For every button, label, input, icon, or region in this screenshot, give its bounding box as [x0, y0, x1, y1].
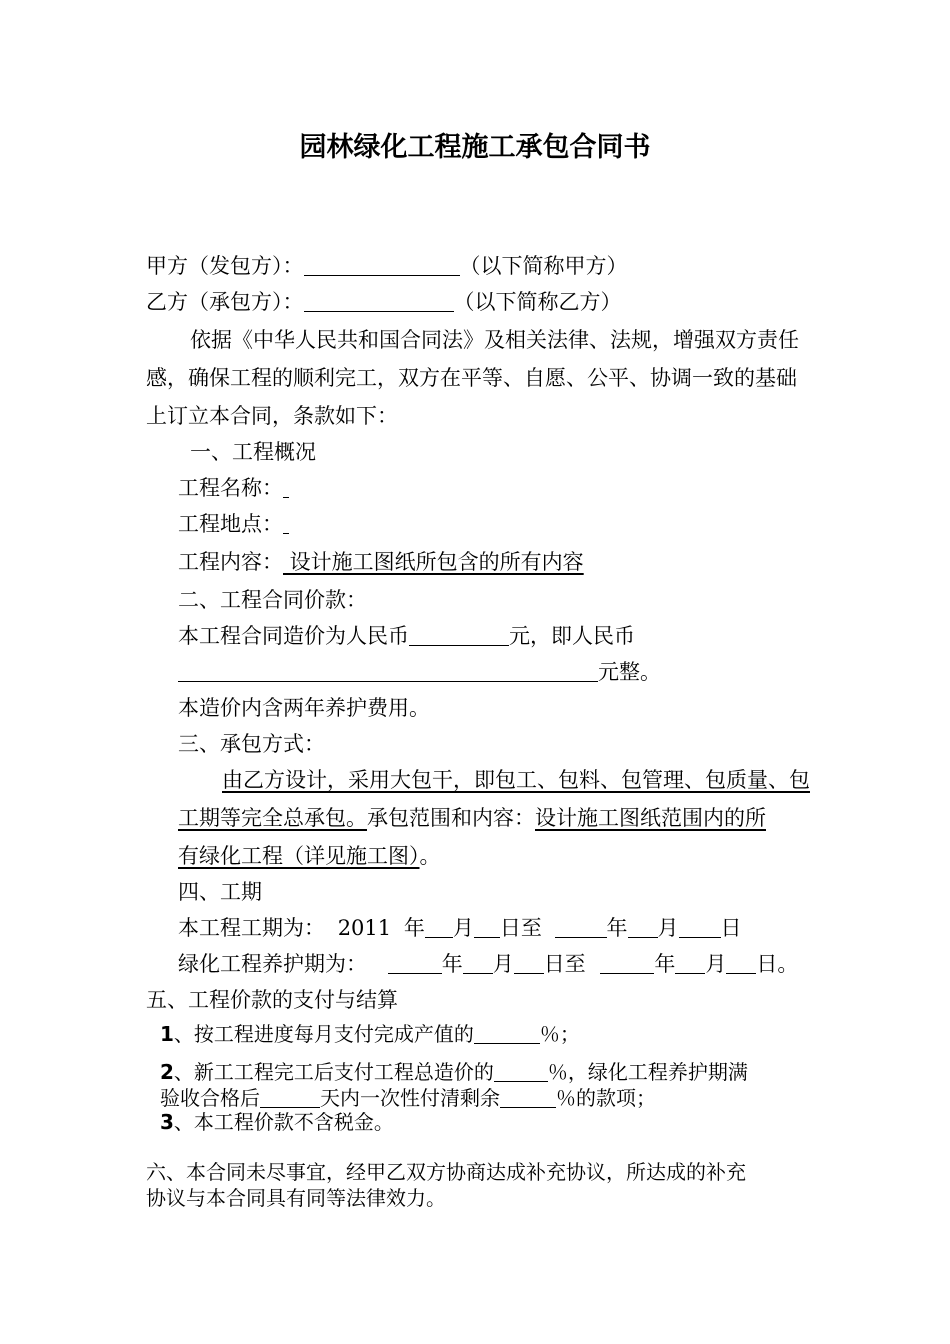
- payment-item-3: [160, 1108, 394, 1136]
- contract-mode-line-1: 由乙方设计，采用大包干，即包工、包料、包管理、包质量、包: [222, 768, 810, 792]
- party-b-label: 乙方（承包方）：: [146, 290, 304, 314]
- day-to-unit: 日至: [499, 916, 542, 940]
- project-location-blank: [283, 513, 289, 534]
- price-line-2: [178, 658, 661, 686]
- end-day-blank: [679, 917, 721, 938]
- project-name-blank: [283, 477, 289, 498]
- party-a-label: 甲方（发包方）：: [146, 254, 304, 278]
- contract-mode-text-a: 工期等完全总承包。: [178, 806, 367, 830]
- item-2-remain-blank: [500, 1087, 556, 1108]
- maint-end-month-unit: 月: [705, 952, 727, 976]
- price-number-blank: [409, 625, 509, 646]
- maint-start-month-blank: [463, 953, 493, 974]
- section-6-line-2: 协议与本合同具有同等法律效力。: [146, 1186, 446, 1210]
- maint-start-year-blank: [388, 953, 442, 974]
- maint-end-day-unit: 日。: [756, 952, 799, 976]
- contract-scope-text: 设计施工图纸范围内的所: [535, 806, 766, 830]
- price-words-blank: [178, 661, 598, 682]
- item-2-text-a: 、新工工程完工后支付工程总造价的: [173, 1060, 494, 1084]
- section-3-heading: 三、承包方式：: [178, 732, 325, 756]
- price-label-a: 本工程合同造价为人民币: [178, 624, 409, 648]
- project-name-label: 工程名称：: [178, 476, 283, 500]
- start-year: 2011: [337, 916, 392, 940]
- party-a-blank: [304, 255, 460, 276]
- project-location-label: 工程地点：: [178, 512, 283, 536]
- party-b-note: （以下简称乙方）: [453, 290, 622, 314]
- end-month-blank: [628, 917, 658, 938]
- contract-mode-line-3: [178, 842, 441, 870]
- construction-period-line: [178, 914, 742, 942]
- start-day-blank: [474, 917, 500, 938]
- contract-scope-label: 承包范围和内容：: [367, 806, 535, 830]
- item-2-text-d: 天内一次性付清剩余: [320, 1086, 500, 1110]
- section-4-heading: 四、工期: [178, 880, 262, 904]
- item-1-percent-blank: [474, 1023, 540, 1044]
- contract-scope-period: 。: [419, 844, 441, 868]
- maintenance-fee-note: 本造价内含两年养护费用。: [178, 696, 430, 720]
- contract-scope-text-2: 有绿化工程（详见施工图）: [178, 844, 420, 868]
- maint-year-unit: 年: [441, 952, 463, 976]
- project-content-label: 工程内容：: [178, 550, 283, 574]
- end-month-unit: 月: [657, 916, 679, 940]
- preamble-line-1: 依据《中华人民共和国合同法》及相关法律、法规，增强双方责任: [190, 328, 799, 352]
- end-year-unit: 年: [606, 916, 628, 940]
- price-label-b: 元，即人民币: [509, 624, 635, 648]
- preamble-line-2: 感，确保工程的顺利完工，双方在平等、自愿、公平、协调一致的基础: [146, 366, 797, 390]
- party-b-blank: [304, 291, 454, 312]
- party-a-note: （以下简称甲方）: [459, 254, 628, 278]
- document-title: 园林绿化工程施工承包合同书: [299, 132, 651, 163]
- project-location-line: [178, 510, 289, 538]
- item-1-text: 、按工程进度每月支付完成产值的: [173, 1022, 474, 1046]
- party-b-line: [146, 288, 622, 316]
- price-line-1: [178, 622, 635, 650]
- maint-end-month-blank: [675, 953, 705, 974]
- payment-item-2-line-1: [160, 1058, 748, 1086]
- party-a-line: [146, 252, 628, 280]
- item-2-text-c: 验收合格后: [160, 1086, 260, 1110]
- maint-day-to-unit: 日至: [543, 952, 586, 976]
- item-1-number: 1: [160, 1022, 174, 1046]
- period-label: 本工程工期为：: [178, 916, 325, 940]
- month-unit: 月: [452, 916, 474, 940]
- section-6-line-1: 六、本合同未尽事宜，经甲乙双方协商达成补充协议，所达成的补充: [146, 1160, 746, 1184]
- maint-end-year-blank: [600, 953, 654, 974]
- price-label-c: 元整。: [598, 660, 661, 684]
- section-2-heading: 二、工程合同价款：: [178, 588, 367, 612]
- maint-end-year-unit: 年: [654, 952, 676, 976]
- item-2-text-b: ％，绿化工程养护期满: [547, 1060, 748, 1084]
- item-2-text-e: ％的款项；: [556, 1086, 656, 1110]
- project-name-line: [178, 474, 289, 502]
- start-month-blank: [425, 917, 453, 938]
- payment-item-1: [160, 1020, 580, 1048]
- item-2-days-blank: [260, 1087, 320, 1108]
- item-2-number: 2: [160, 1060, 174, 1084]
- item-3-number: 3: [160, 1110, 174, 1134]
- end-year-blank: [555, 917, 607, 938]
- end-day-unit: 日: [720, 916, 742, 940]
- section-5-heading: 五、工程价款的支付与结算: [146, 988, 398, 1012]
- project-content-line: [178, 548, 584, 576]
- item-1-percent: ％；: [539, 1022, 580, 1046]
- maint-end-day-blank: [726, 953, 756, 974]
- year-unit: 年: [403, 916, 425, 940]
- project-content-value: 设计施工图纸所包含的所有内容: [283, 550, 584, 574]
- item-3-text: 、本工程价款不含税金。: [173, 1110, 394, 1134]
- preamble-line-3: 上订立本合同，条款如下：: [146, 404, 398, 428]
- maint-start-day-blank: [514, 953, 544, 974]
- maint-label: 绿化工程养护期为：: [178, 952, 367, 976]
- section-1-heading: 一、工程概况: [190, 440, 316, 464]
- contract-mode-line-2: [178, 804, 766, 832]
- maintenance-period-line: [178, 950, 798, 978]
- maint-month-unit: 月: [492, 952, 514, 976]
- item-2-percent-blank: [494, 1061, 548, 1082]
